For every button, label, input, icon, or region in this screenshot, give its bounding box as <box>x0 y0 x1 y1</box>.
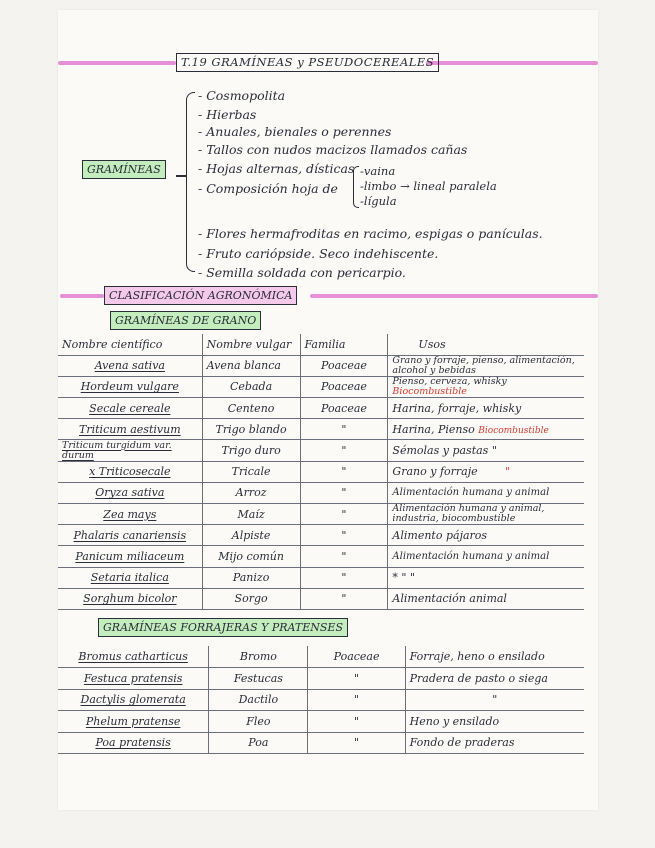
common-name: Trigo blando <box>202 419 300 440</box>
sci-name: Hordeum vulgare <box>58 376 202 397</box>
grain-title: GRAMÍNEAS DE GRANO <box>110 311 261 330</box>
uses: Alimentación humana y animal <box>388 482 584 503</box>
char-item: - Flores hermafroditas en racimo, espigas o panículas. <box>198 226 543 241</box>
char-item: - Tallos con nudos macizos llamados cañas <box>198 141 468 157</box>
table-row <box>58 482 584 503</box>
table-row <box>58 355 584 376</box>
table-row <box>58 668 584 690</box>
header-cell: Nombre científico <box>58 334 202 355</box>
table-row <box>58 419 584 440</box>
family: " <box>300 588 388 609</box>
common-name: Tricale <box>202 461 300 482</box>
uses: Harina, forraje, whisky <box>388 398 584 419</box>
uses: " <box>405 689 584 711</box>
header-cell: Usos <box>388 334 584 355</box>
characteristics-brace <box>186 92 195 272</box>
uses: Alimento pájaros <box>388 525 584 546</box>
sci-name: Avena sativa <box>58 355 202 376</box>
uses <box>388 376 584 397</box>
biofuel-note: Biocombustible <box>392 385 467 397</box>
common-name: Bromo <box>209 646 308 668</box>
ditto-mark: " <box>505 465 511 479</box>
char-item: - Hierbas <box>198 106 257 122</box>
uses: Sémolas y pastas " <box>388 440 584 461</box>
sci-name: Triticum turgidum var. durum <box>58 440 202 461</box>
leaf-parts <box>360 164 497 209</box>
family: " <box>300 504 388 525</box>
sci-name: Phalaris canariensis <box>58 525 202 546</box>
sci-name: Dactylis glomerata <box>58 689 209 711</box>
uses: Alimentación humana y animal <box>388 546 584 567</box>
uses: Forraje, heno o ensilado <box>405 646 584 668</box>
leaf-brace <box>353 166 359 208</box>
table-row <box>58 567 584 588</box>
uses-text: Pienso, cerveza, whisky <box>392 376 507 387</box>
family: Poaceae <box>300 398 388 419</box>
family: " <box>308 711 405 733</box>
uses: Fondo de praderas <box>405 732 584 754</box>
family: " <box>300 440 388 461</box>
uses-text: Harina, Pienso <box>392 422 475 436</box>
biofuel-note: Biocombustible <box>478 425 549 436</box>
uses: Alimentación humana y animal, industria, biocombustible <box>388 504 584 525</box>
family: " <box>300 546 388 567</box>
sci-name: Oryza sativa <box>58 482 202 503</box>
sci-name: Setaria italica <box>58 567 202 588</box>
sci-name: Zea mays <box>58 504 202 525</box>
table-row <box>58 461 584 482</box>
uses: Pradera de pasto o siega <box>405 668 584 690</box>
uses: Grano y forraje, pienso, alimentación, alcohol y bebidas <box>388 355 584 376</box>
sci-name: Triticum aestivum <box>58 419 202 440</box>
leaf-part: -vaina <box>360 164 396 178</box>
family: " <box>300 419 388 440</box>
table-row <box>58 546 584 567</box>
family: Poaceae <box>300 376 388 397</box>
common-name: Sorgo <box>202 588 300 609</box>
uses: Alimentación animal <box>388 588 584 609</box>
char-item: - Semilla soldada con pericarpio. <box>198 265 406 280</box>
common-name: Panizo <box>202 567 300 588</box>
common-name: Mijo común <box>202 546 300 567</box>
uses <box>388 461 584 482</box>
section-title: CLASIFICACIÓN AGRONÓMICA <box>104 286 297 305</box>
common-name: Arroz <box>202 482 300 503</box>
table-row <box>58 525 584 546</box>
table-row <box>58 440 584 461</box>
sci-name: Sorghum bicolor <box>58 588 202 609</box>
char-item: - Hojas alternas, dísticas <box>198 161 355 176</box>
sci-name: Festuca pratensis <box>58 668 209 690</box>
table-row <box>58 376 584 397</box>
leaf-part: -lígula <box>360 194 397 208</box>
uses: * " " <box>388 567 584 588</box>
family: " <box>308 689 405 711</box>
common-name: Alpiste <box>202 525 300 546</box>
family: " <box>308 668 405 690</box>
family: " <box>300 461 388 482</box>
table-header-row <box>58 334 584 355</box>
common-name: Poa <box>209 732 308 754</box>
grain-table <box>58 334 584 610</box>
common-name: Maíz <box>202 504 300 525</box>
common-name: Dactilo <box>209 689 308 711</box>
table-row <box>58 689 584 711</box>
family: " <box>300 525 388 546</box>
uses-text: Grano y forraje <box>392 465 478 479</box>
family: " <box>300 482 388 503</box>
common-name: Fleo <box>209 711 308 733</box>
header-cell: Familia <box>300 334 388 355</box>
sci-name: Secale cereale <box>58 398 202 419</box>
sci-name: x Triticosecale <box>58 461 202 482</box>
table-row <box>58 646 584 668</box>
sci-name: Bromus catharticus <box>58 646 209 668</box>
gramineas-label: GRAMÍNEAS <box>82 160 166 179</box>
common-name: Centeno <box>202 398 300 419</box>
forage-table <box>58 646 584 754</box>
leaf-part: -limbo → lineal paralela <box>360 179 497 193</box>
notebook-page <box>58 10 598 810</box>
family: Poaceae <box>308 646 405 668</box>
page-title: T.19 GRAMÍNEAS y PSEUDOCEREALES <box>176 53 439 72</box>
common-name: Festucas <box>209 668 308 690</box>
table-row <box>58 504 584 525</box>
uses <box>388 419 584 440</box>
table-row <box>58 711 584 733</box>
char-item: - Fruto cariópside. Seco indehiscente. <box>198 245 439 261</box>
uses: Heno y ensilado <box>405 711 584 733</box>
title-highlight-right <box>426 61 598 65</box>
section-highlight-right <box>310 294 598 298</box>
common-name: Cebada <box>202 376 300 397</box>
header-cell: Nombre vulgar <box>202 334 300 355</box>
family: " <box>308 732 405 754</box>
family: " <box>300 567 388 588</box>
sci-name: Panicum miliaceum <box>58 546 202 567</box>
char-item: - Composición hoja de <box>198 180 338 196</box>
table-row <box>58 588 584 609</box>
sci-name: Poa pratensis <box>58 732 209 754</box>
table-row <box>58 732 584 754</box>
table-row <box>58 398 584 419</box>
common-name: Trigo duro <box>202 440 300 461</box>
brace-tip <box>176 175 186 177</box>
section-highlight-left <box>60 294 104 298</box>
char-item: - Anuales, bienales o perennes <box>198 123 392 139</box>
char-item: - Cosmopolita <box>198 88 286 103</box>
family: Poaceae <box>300 355 388 376</box>
forage-title: GRAMÍNEAS FORRAJERAS Y PRATENSES <box>98 618 348 637</box>
title-highlight-left <box>58 61 176 65</box>
sci-name: Phelum pratense <box>58 711 209 733</box>
common-name: Avena blanca <box>202 355 300 376</box>
